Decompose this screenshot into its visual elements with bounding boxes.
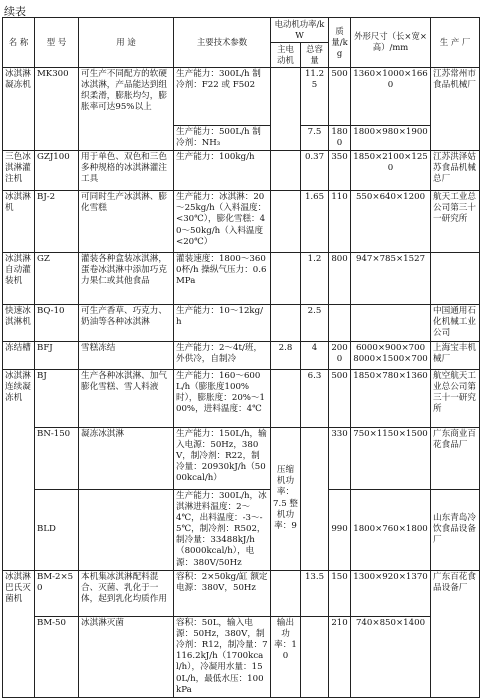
cell-dims: 1850×2100×1250	[351, 151, 431, 191]
cell-maker	[431, 253, 480, 305]
table-row	[3, 191, 480, 253]
cell-maker: 江苏常州市食品机械厂	[431, 67, 480, 150]
cell-spec: 容积：50L，输入电源：50Hz，380V，制冷剂：R12，制冷量：7116.2kJ/h（1700kcal/h），冷凝用水量：150L/h，最低水压：100kPa	[174, 616, 271, 697]
cell-spec: 生产能力：500L/h 制冷剂：NH₃	[174, 125, 271, 150]
cell-use: 本机集冰淇淋配料混合、灭菌、乳化于一体，起到乳化均质作用	[79, 570, 174, 616]
header-model: 型 号	[35, 18, 79, 68]
header-dims: 外形尺寸（长×宽×高）/mm	[351, 18, 431, 68]
cell-model: BN-150	[35, 427, 79, 489]
table-row	[3, 616, 480, 697]
cell-main-power	[271, 369, 301, 427]
table-row	[3, 151, 480, 191]
cell-use: 凝冻冰淇淋	[79, 427, 174, 489]
table-row	[3, 341, 480, 369]
table-row	[3, 489, 480, 570]
cell-weight: 330	[329, 427, 351, 489]
cell-weight: 210	[329, 616, 351, 697]
cell-model: GZJ100	[35, 151, 79, 191]
cell-maker: 上海宝丰机械厂	[431, 341, 480, 369]
cell-maker: 山东青岛冷饮食品设备厂	[431, 489, 480, 570]
cell-maker: 广东商业百花食品厂	[431, 427, 480, 489]
cell-weight: 500	[329, 67, 351, 125]
cell-spec: 生产能力：160～600L/h（膨胀度100%时），膨胀度：20%～100%，进料温度：4℃	[174, 369, 271, 427]
cell-weight: 150	[329, 570, 351, 616]
cell-use	[79, 489, 174, 570]
continued-label: 续表	[4, 5, 26, 18]
cell-model: GZ	[35, 253, 79, 305]
cell-maker: 中国通用石化机械工业公司	[431, 305, 480, 342]
cell-spec: 灌装速度：1800～3600杯/h 操纵气压力：0.6MPa	[174, 253, 271, 305]
cell-dims: 1800×980×1900	[351, 125, 431, 150]
header-weight: 质量/kg	[329, 18, 351, 68]
cell-use: 灌装各种盒装冰淇淋，蛋卷冰淇淋中添加巧克力果仁或其他食品	[79, 253, 174, 305]
header-power: 电动机功率/kW	[271, 18, 329, 43]
cell-total-power: 0.37	[301, 151, 329, 191]
header-name: 名 称	[3, 18, 35, 68]
cell-name: 冻结槽	[3, 341, 35, 369]
header-maker: 生 产 厂	[431, 18, 480, 68]
cell-weight: 990	[329, 489, 351, 570]
cell-dims	[351, 305, 431, 342]
cell-dims: 1360×1000×1660	[351, 67, 431, 125]
header-use: 用 途	[79, 18, 174, 68]
cell-model: BLD	[35, 489, 79, 570]
cell-spec: 容积：2×50kg/缸 额定电源：380V，50Hz	[174, 570, 271, 616]
cell-use: 生产各种冰淇淋、加气膨化雪糕、雪人料液	[79, 369, 174, 427]
header-total-power: 总容量	[301, 42, 329, 67]
cell-spec: 生产能力：150L/h，输入电源：50Hz，380V，制冷剂：R22，制冷量：20930kJ/h（5000kcal/h）	[174, 427, 271, 489]
cell-main-power	[271, 67, 301, 150]
cell-dims: 550×640×1200	[351, 191, 431, 253]
cell-model: BM-50	[35, 616, 79, 697]
cell-use: 雪糕冻结	[79, 341, 174, 369]
cell-spec: 生产能力：300L/h，冰淇淋进料温度：2～4℃，出料温度：-3～-5℃，制冷剂：R502，制冷量：33488kJ/h（8000kcal/h），电源：380V/50Hz	[174, 489, 271, 570]
cell-name: 冰淇淋机	[3, 191, 35, 253]
cell-model: BFJ	[35, 341, 79, 369]
cell-weight: 2000	[329, 341, 351, 369]
header-spec: 主要技术参数	[174, 18, 271, 68]
cell-weight: 1800	[329, 125, 351, 150]
table-row	[3, 253, 480, 305]
cell-name: 冰淇淋自动灌装机	[3, 253, 35, 305]
cell-main-power: 压缩机功率：7.5 整机功率：9	[271, 427, 301, 570]
cell-main-power	[271, 253, 301, 305]
cell-total-power: 1.2	[301, 253, 329, 305]
cell-main-power: 2.8	[271, 341, 301, 369]
header-row	[3, 18, 480, 43]
cell-model: BJ-2	[35, 191, 79, 253]
cell-total-power	[301, 427, 329, 570]
cell-spec: 生产能力：100kg/h	[174, 151, 271, 191]
cell-dims: 1300×920×1370	[351, 570, 431, 616]
cell-dims: 750×1150×1500	[351, 427, 431, 489]
cell-model: BJ	[35, 369, 79, 427]
cell-main-power	[271, 305, 301, 342]
table-row	[3, 427, 480, 489]
cell-use: 可同时生产冰淇淋、膨化雪糕	[79, 191, 174, 253]
cell-total-power: 7.5	[301, 125, 329, 150]
cell-spec: 生产能力：冰淇淋：20～25kg/h（入料温度：<30℃），膨化雪糕：40～50kg/h（入料温度 <20℃）	[174, 191, 271, 253]
cell-maker: 广东百花食品设备厂	[431, 570, 480, 697]
cell-total-power: 2.5	[301, 305, 329, 342]
cell-model: BM-2×50	[35, 570, 79, 616]
cell-weight: 500	[329, 369, 351, 427]
cell-weight: 110	[329, 191, 351, 253]
equipment-table	[2, 17, 480, 698]
cell-name: 冰淇淋连续凝冻机	[3, 369, 35, 570]
cell-weight: 350	[329, 151, 351, 191]
table-row	[3, 305, 480, 342]
cell-use: 可生产香草、巧克力、奶油等各种冰淇淋	[79, 305, 174, 342]
header-main-power: 主电动机	[271, 42, 301, 67]
table-row	[3, 570, 480, 616]
cell-dims: 947×785×1527	[351, 253, 431, 305]
cell-spec: 生产能力：300L/h 制冷剂：F22 或 F502	[174, 67, 271, 125]
cell-dims: 740×850×1400	[351, 616, 431, 697]
cell-weight	[329, 305, 351, 342]
cell-total-power: 13.5	[301, 570, 329, 616]
cell-total-power: 1.65	[301, 191, 329, 253]
cell-weight: 800	[329, 253, 351, 305]
cell-model: MK300	[35, 67, 79, 150]
cell-total-power: 4	[301, 341, 329, 369]
cell-maker: 航空航天工业总公司第三十一研究所	[431, 369, 480, 427]
cell-use: 用于单色、双色和三色多种规格的冰淇淋灌注工具	[79, 151, 174, 191]
cell-main-power	[271, 570, 301, 616]
cell-use: 冰淇淋灭菌	[79, 616, 174, 697]
cell-name: 冰淇淋凝冻机	[3, 67, 35, 150]
cell-main-power	[271, 191, 301, 253]
cell-maker: 航天工业总公司第三十一研究所	[431, 191, 480, 253]
cell-name: 冰淇淋巴氏灭菌机	[3, 570, 35, 697]
cell-dims: 1850×780×1360	[351, 369, 431, 427]
cell-main-power: 输出功率：10	[271, 616, 301, 697]
cell-spec: 生产能力：2～4t/班，外供冷，自制冷	[174, 341, 271, 369]
cell-name: 快速冰淇淋机	[3, 305, 35, 342]
cell-total-power	[301, 616, 329, 697]
table-row	[3, 369, 480, 427]
table-row	[3, 67, 480, 125]
cell-model: BQ-10	[35, 305, 79, 342]
cell-use: 可生产不同配方的软硬冰淇淋，产品能达到组织柔滑，膨胀均匀，膨胀率可达95%以上	[79, 67, 174, 150]
cell-total-power: 6.3	[301, 369, 329, 427]
cell-main-power	[271, 151, 301, 191]
cell-spec: 生产能力：10～12kg/h	[174, 305, 271, 342]
cell-dims: 6000×900×700 8000×1500×700	[351, 341, 431, 369]
cell-dims: 1800×760×1800	[351, 489, 431, 570]
cell-name: 三色冰淇淋灌注机	[3, 151, 35, 191]
cell-total-power: 11.25	[301, 67, 329, 125]
cell-maker: 江苏洪泽姑苏食品机械总厂	[431, 151, 480, 191]
